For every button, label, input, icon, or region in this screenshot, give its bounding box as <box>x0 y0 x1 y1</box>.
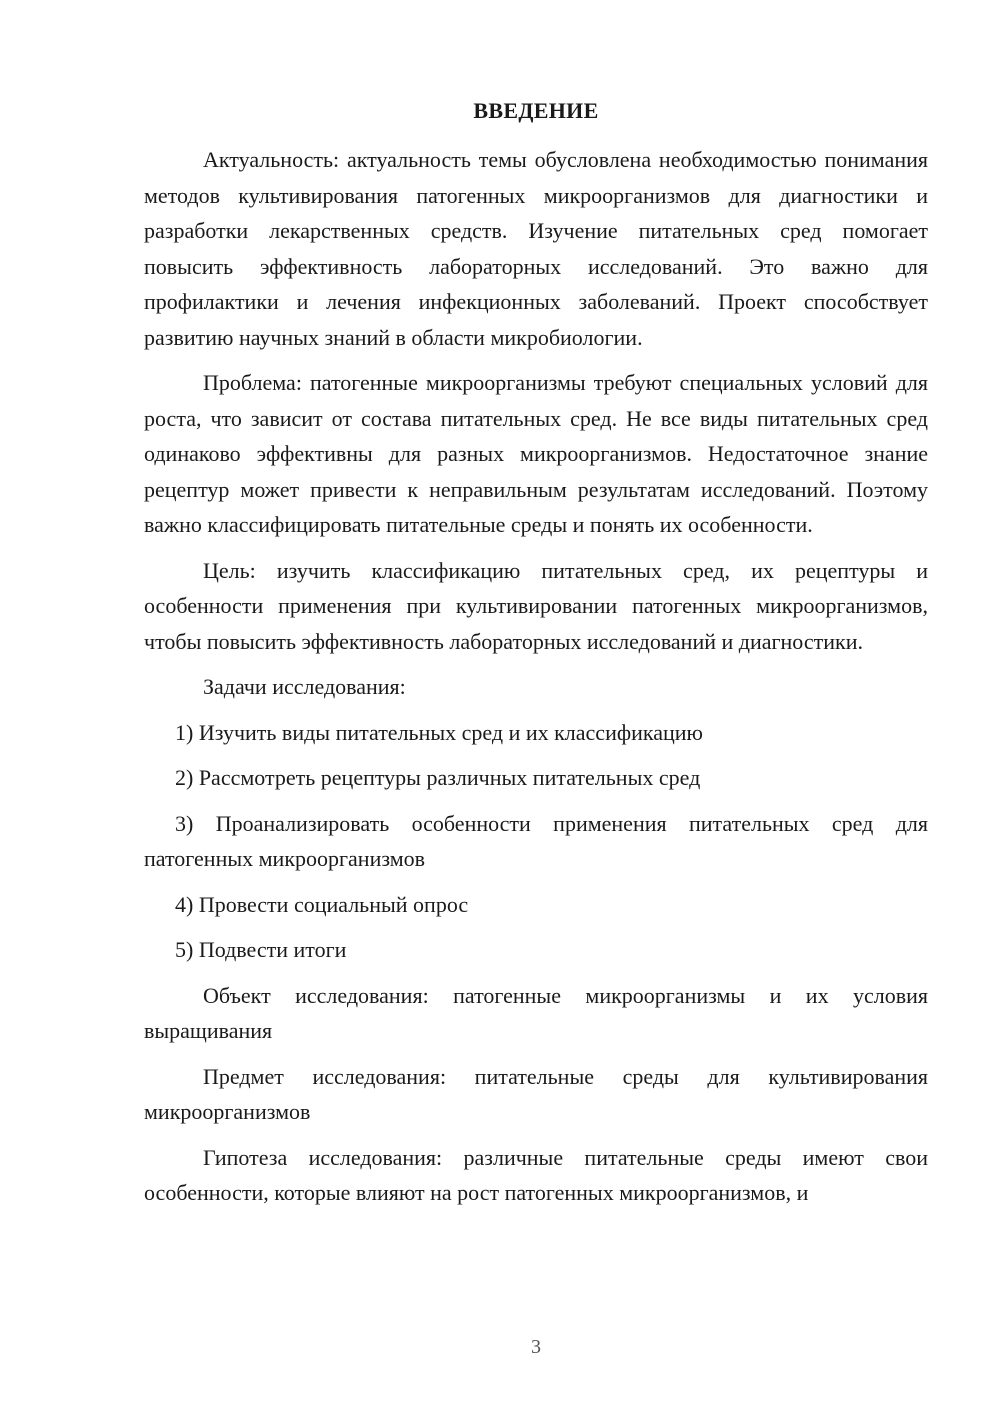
goal-paragraph: Цель: изучить классификацию питательных сред, их рецептуры и особенности применения при культивировании патогенных микроорганизмов, чтобы повысить эффективность лабораторных исследований и диагностики. <box>144 557 928 654</box>
tasks-heading: Задачи исследования: <box>203 674 406 699</box>
task-item: 5) Подвести итоги <box>175 937 347 962</box>
subject-paragraph: Предмет исследования: питательные среды для культивирования микроорганизмов <box>144 1063 928 1124</box>
object-paragraph: Объект исследования: патогенные микроорганизмы и их условия выращивания <box>144 982 928 1043</box>
task-item: 1) Изучить виды питательных сред и их классификацию <box>175 719 703 745</box>
problem-paragraph: Проблема: патогенные микроорганизмы требуют специальных условий для роста, что зависит от состава питательных сред. Не все виды питательных сред одинаково эффективны для разных микроорганизмов. Недостаточное знание рецептур может привести к неправильным результатам исследований. Поэтому важно классифицировать питательные среды и понять их особенности. <box>144 370 928 537</box>
task-item: 3) Проанализировать особенности применения питательных сред для патогенных микроорганизмов <box>144 810 928 871</box>
page-number: 3 <box>531 1336 541 1358</box>
task-item: 4) Провести социальный опрос <box>175 891 469 917</box>
hypothesis-paragraph: Гипотеза исследования: различные питательные среды имеют свои особенности, которые влияют на рост патогенных микроорганизмов, и <box>144 1144 928 1205</box>
document-body <box>144 142 928 1221</box>
task-item: 2) Рассмотреть рецептуры различных питательных сред <box>175 765 701 790</box>
relevance-paragraph: Актуальность: актуальность темы обусловлена необходимостью понимания методов культивирования патогенных микроорганизмов для диагностики и разработки лекарственных средств. Изучение питательных сред помогает повысить эффективность лабораторных исследований. Это важно для профилактики и лечения инфекционных заболеваний. Проект способствует развитию научных знаний в области микробиологии. <box>144 147 928 350</box>
page-title: ВВЕДЕНИЕ <box>473 98 599 123</box>
